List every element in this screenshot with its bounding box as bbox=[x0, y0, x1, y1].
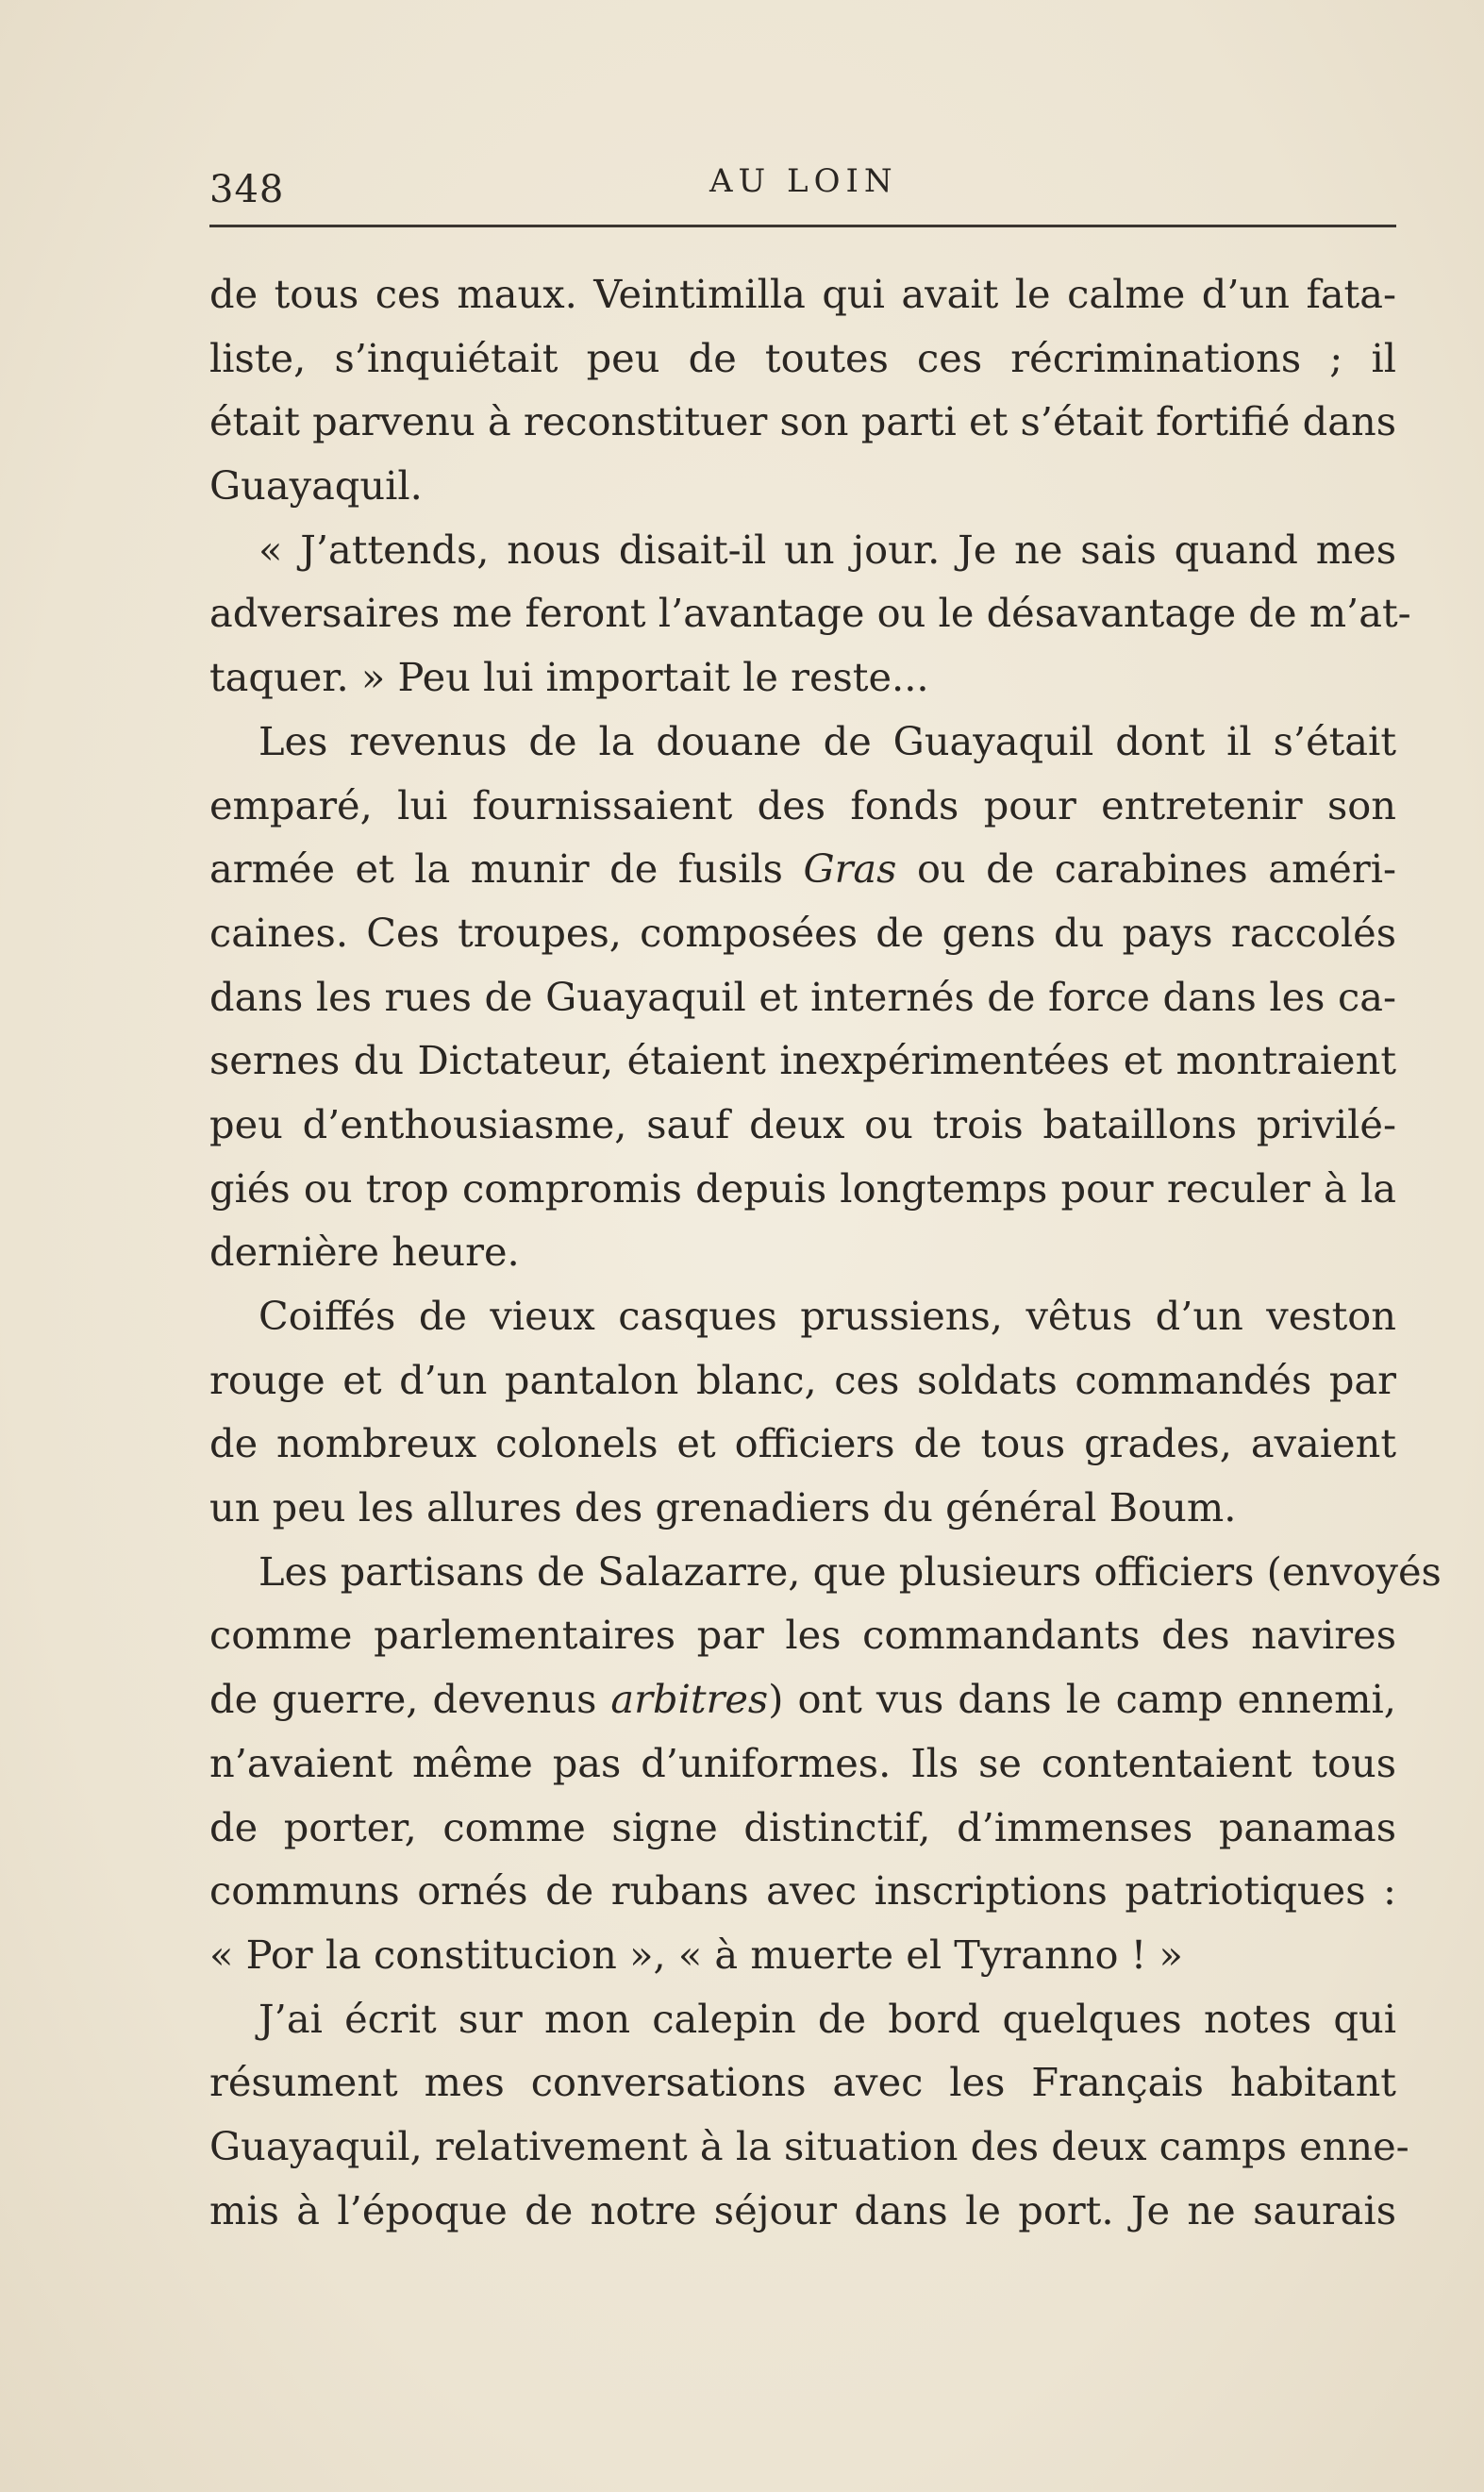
text-line: « Por la constitucion », « à muerte el Tyranno ! » bbox=[209, 1931, 1183, 1978]
page-header bbox=[209, 159, 1396, 215]
text-segment: ou de carabines améri- bbox=[896, 845, 1396, 893]
text-line: « J’attends, nous disait-il un jour. Je ne sais quand mes bbox=[258, 526, 1396, 573]
text-line: emparé, lui fournissaient des fonds pour entretenir son bbox=[209, 781, 1396, 828]
text-line: de tous ces maux. Veintimilla qui avait le calme d’un fata- bbox=[209, 271, 1396, 317]
text-line: caines. Ces troupes, composées de gens du pays raccolés bbox=[209, 909, 1396, 956]
italic-word: arbitres bbox=[610, 1676, 769, 1723]
text-line: n’avaient même pas d’uniformes. Ils se contentaient tous bbox=[209, 1739, 1396, 1786]
text-line: mis à l’époque de notre séjour dans le port. Je ne saurais bbox=[209, 2186, 1396, 2233]
text-segment: armée et la munir de fusils bbox=[209, 845, 804, 893]
text-line: Les revenus de la douane de Guayaquil dont il s’était bbox=[258, 717, 1396, 764]
text-line: Coiffés de vieux casques prussiens, vêtus d’un veston bbox=[258, 1293, 1396, 1339]
text-line: dernière heure. bbox=[209, 1229, 520, 1276]
text-line: Les partisans de Salazarre, que plusieurs officiers (envoyés bbox=[258, 1547, 1442, 1595]
text-line: liste, s’inquiétait peu de toutes ces récriminations ; il bbox=[209, 334, 1396, 381]
text-line: résument mes conversations avec les Français habitant bbox=[209, 2059, 1396, 2106]
text-line bbox=[209, 1667, 1396, 1731]
text-line bbox=[209, 837, 1396, 901]
text-segment: ) ont vus dans le camp ennemi, bbox=[768, 1676, 1396, 1723]
text-line: Guayaquil. bbox=[209, 462, 423, 510]
text-line: rouge et d’un pantalon blanc, ces soldats commandés par bbox=[209, 1356, 1396, 1403]
text-line: taquer. » Peu lui importait le reste... bbox=[209, 654, 929, 701]
text-line: dans les rues de Guayaquil et internés de force dans les ca- bbox=[209, 973, 1396, 1020]
text-line: de porter, comme signe distinctif, d’immenses panamas bbox=[209, 1803, 1396, 1850]
text-line: était parvenu à reconstituer son parti et s’était fortifié dans bbox=[209, 398, 1396, 445]
text-line: sernes du Dictateur, étaient inexpérimentées et montraient bbox=[209, 1037, 1396, 1084]
text-line: J’ai écrit sur mon calepin de bord quelques notes qui bbox=[258, 1995, 1396, 2042]
header-rule bbox=[209, 225, 1396, 227]
running-title: AU LOIN bbox=[709, 162, 898, 200]
text-line: Guayaquil, relativement à la situation des deux camps enne- bbox=[209, 2122, 1409, 2169]
italic-word: Gras bbox=[803, 845, 897, 893]
text-line: peu d’enthousiasme, sauf deux ou trois bataillons privilé- bbox=[209, 1100, 1396, 1147]
text-line: communs ornés de rubans avec inscriptions patriotiques : bbox=[209, 1867, 1396, 1915]
text-line: adversaires me feront l’avantage ou le désavantage de m’at- bbox=[209, 590, 1411, 637]
body-text bbox=[209, 262, 1442, 2242]
text-line: un peu les allures des grenadiers du général Boum. bbox=[209, 1484, 1237, 1531]
text-line: de nombreux colonels et officiers de tous grades, avaient bbox=[209, 1420, 1396, 1467]
text-line: comme parlementaires par les commandants des navires bbox=[209, 1612, 1396, 1659]
text-segment: de guerre, devenus bbox=[209, 1676, 611, 1723]
text-line: giés ou trop compromis depuis longtemps pour reculer à la bbox=[209, 1164, 1396, 1212]
page-number: 348 bbox=[209, 168, 285, 211]
